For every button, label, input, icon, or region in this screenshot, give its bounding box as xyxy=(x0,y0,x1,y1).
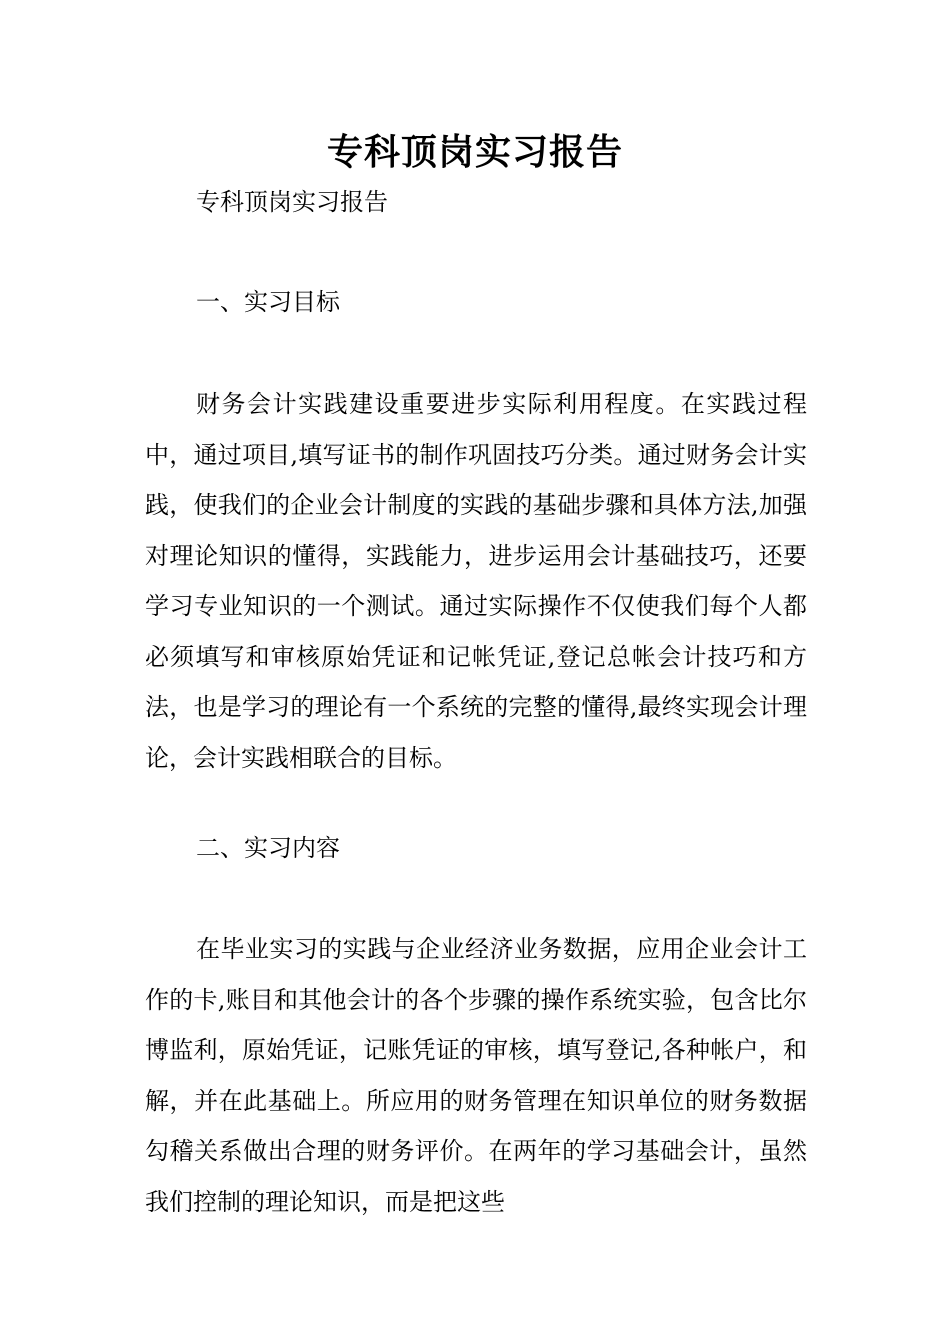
document-title: 专科顶岗实习报告 xyxy=(326,131,623,173)
section-paragraph-goals: 财务会计实践建设重要进步实际利用程度。在实践过程中，通过项目,填写证书的制作巩固技巧分类。通过财务会计实践，使我们的企业会计制度的实践的基础步骤和具体方法,加强对理论知识的懂得，实践能力，进步运用会计基础技巧，还要学习专业知识的一个测试。通过实际操作不仅使我们每个人都必须填写和审核原始凭证和记帐凭证,登记总帐会计技巧和方法，也是学习的理论有一个系统的完整的懂得,最终实现会计理论，会计实践相联合的目标。 xyxy=(145,390,807,772)
section-heading-goals: 一、实习目标 xyxy=(196,288,340,316)
document-subtitle: 专科顶岗实习报告 xyxy=(196,188,388,216)
section-paragraph-content: 在毕业实习的实践与企业经济业务数据，应用企业会计工作的卡,账目和其他会计的各个步骤的操作系统实验，包含比尔博监利，原始凭证，记账凭证的审核，填写登记,各种帐户，和解，并在此基础上。所应用的财务管理在知识单位的财务数据勾稽关系做出合理的财务评价。在两年的学习基础会计，虽然我们控制的理论知识，而是把这些 xyxy=(145,935,807,1216)
section-heading-content: 二、实习内容 xyxy=(196,834,340,862)
